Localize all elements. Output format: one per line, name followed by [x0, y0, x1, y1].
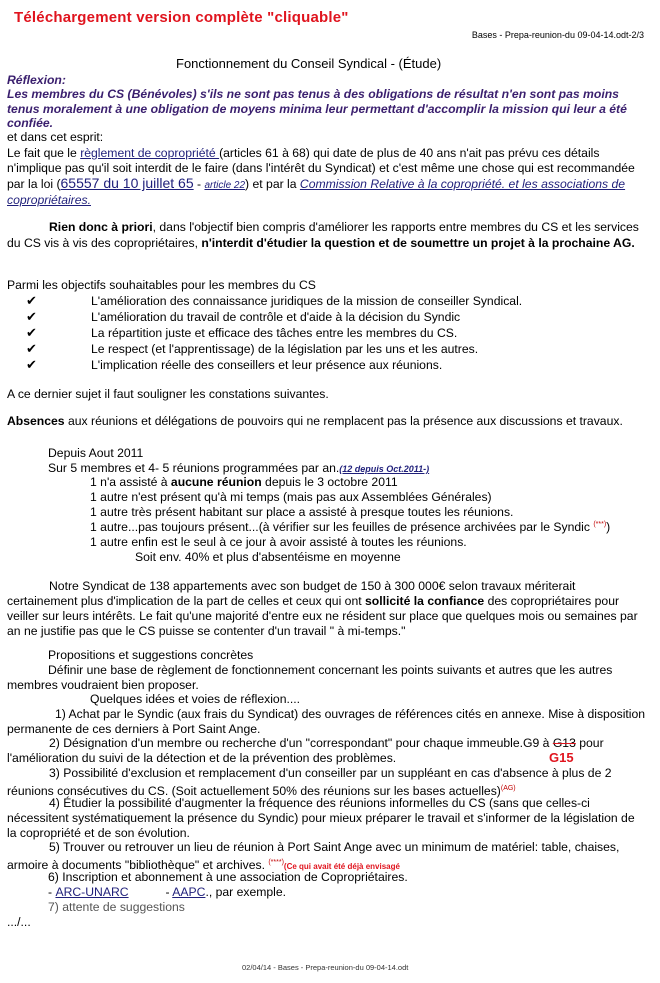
- footnote-marker: (***): [593, 520, 607, 528]
- absence-line-4: [90, 520, 610, 534]
- proposition-text: pour l'amélioration du suivi de la détection et de la prévention des problèmes.: [7, 736, 604, 765]
- law-sep: -: [193, 177, 205, 191]
- objectif-item: La répartition juste et efficace des tâches entre les membres du CS.: [91, 326, 458, 340]
- absence-text: depuis le 3 octobre 2011: [261, 475, 398, 489]
- aapc-link[interactable]: AAPC: [172, 885, 206, 899]
- arc-unarc-link[interactable]: ARC-UNARC: [55, 885, 129, 899]
- sur5-line: [48, 461, 429, 475]
- objectif-item: L'implication réelle des conseillers et leur présence aux réunions.: [91, 358, 443, 372]
- commission-link[interactable]: Commission Relative à la copropriété. et les associations de copropriétaires.: [7, 177, 626, 207]
- intro-paragraph: [7, 146, 647, 208]
- sur5-text: Sur 5 membres et 4- 5 réunions programmées par an.: [48, 461, 340, 475]
- idees-line: Quelques idées et voies de réflexion....: [90, 692, 301, 706]
- absence-text: ): [606, 520, 611, 534]
- absence-line-1: [90, 475, 398, 489]
- association-links: [48, 885, 286, 899]
- absence-text: 1 autre...pas toujours présent...(à vérifier sur les feuilles de présence archivées par le Syndic: [90, 520, 594, 534]
- rien-bold-end: n'interdit d'étudier la question et de soumettre un projet à la prochaine AG.: [201, 236, 635, 250]
- article-link[interactable]: article 22: [204, 180, 246, 191]
- continuation-mark: .../...: [7, 915, 31, 929]
- proposition-text: 5) Trouver ou retrouver un lieu de réunion à Port Saint Ange avec un minimum de matériel: table, chaises, armoire à documents "bibliothèque" et archives.: [7, 840, 620, 873]
- reglement-link[interactable]: règlement de copropriété: [80, 146, 220, 160]
- header-filename: Bases - Prepa-reunion-du 09-04-14.odt-2/3: [471, 30, 644, 40]
- checkmark-icon: ✔: [26, 293, 37, 308]
- propositions-intro: Définir une base de règlement de fonctionnement concernant les points suivants et autres que les autres membres voudraient bien proposer.: [7, 663, 613, 692]
- propositions-heading: Propositions et suggestions concrètes: [48, 648, 254, 662]
- intro-text-a: Le fait que le: [7, 146, 81, 160]
- absence-line-3: 1 autre très présent habitant sur place a assisté à presque toutes les réunions.: [90, 505, 514, 519]
- syndicat-bold: sollicité la confiance: [365, 594, 485, 608]
- dash: -: [165, 885, 173, 899]
- proposition-7: 7) attente de suggestions: [48, 900, 185, 914]
- footnote-marker: (AG): [500, 785, 516, 792]
- reflexion-text: Les membres du CS (Bénévoles) s'ils ne sont pas tenus à des obligations de résultat n'en sont pas moins tenus moralement à une obligation de moyens minima leur permettant d'accomplir la mission qui leur a été confiée.: [7, 87, 627, 130]
- handwritten-correction: G15: [549, 750, 574, 765]
- checkmark-icon: ✔: [26, 357, 37, 372]
- download-banner-link[interactable]: Téléchargement version complète "cliquable": [14, 9, 349, 26]
- proposition-3: [7, 766, 647, 799]
- proposition-text: 2) Désignation d'un membre ou recherche d'un "correspondant" pour chaque immeuble.G9 à: [49, 736, 553, 750]
- objectif-item: Le respect (et l'apprentissage) de la législation par les uns et les autres.: [91, 342, 479, 356]
- page-title: Fonctionnement du Conseil Syndical - (Étude): [176, 56, 442, 71]
- intro-line: et dans cet esprit:: [7, 130, 104, 144]
- absences-paragraph: [7, 414, 647, 429]
- constat-line: A ce dernier sujet il faut souligner les constations suivantes.: [7, 387, 329, 401]
- checkmark-icon: ✔: [26, 309, 37, 324]
- rien-middle: , dans l'objectif bien compris d'améliorer les rapports entre membres du CS et les services du CS vis à vis des copropriétaires,: [7, 220, 639, 250]
- syndicat-text: Notre Syndicat de 138 appartements avec son budget de 150 à 300 000€ selon travaux mériterait certainement plus d'implication de la part de celles et ceux qui ont: [7, 579, 576, 608]
- proposition-6: 6) Inscription et abonnement à une association de Copropriétaires.: [48, 870, 408, 884]
- absence-line-5: 1 autre enfin est le seul à ce jour à avoir assisté à toutes les réunions.: [90, 535, 467, 549]
- note-text: (Ce qui avait été déjà envisagé: [283, 862, 400, 872]
- objectif-item: L'amélioration du travail de contrôle et d'aide à la décision du Syndic: [91, 310, 461, 324]
- proposition-text: 3) Possibilité d'exclusion et remplacement d'un conseiller par un suppléant en cas d'absence à plus de 2 réunions consécutives du CS. (Soit actuellement 50% des réunions sur les bases actuelles): [7, 766, 612, 799]
- syndicat-paragraph: [7, 579, 647, 639]
- absences-text: aux réunions et délégations de pouvoirs qui ne remplacent pas la présence aux discussions et travaux.: [64, 414, 623, 428]
- absence-text: 1 n'a assisté à: [90, 475, 171, 489]
- sur5-note: (12 depuis Oct.2011-): [339, 464, 430, 474]
- rien-paragraph: [7, 219, 647, 251]
- struck-text: G13: [552, 736, 576, 750]
- proposition-4: 4) Étudier la possibilité d'augmenter la fréquence des réunions informelles du CS (sans que celles-ci nécessitent systématiquement la présence du Syndic) pour mieux préparer le travail et s'informer de la législation de la copropriété et de son évolution.: [7, 796, 635, 840]
- checkmark-icon: ✔: [26, 325, 37, 340]
- objectifs-heading: Parmi les objectifs souhaitables pour les membres du CS: [7, 278, 316, 292]
- absence-bold: aucune réunion: [170, 475, 262, 489]
- absenteisme-total: Soit env. 40% et plus d'absentéisme en moyenne: [135, 550, 401, 564]
- law-link[interactable]: 65557 du 10 juillet 65: [60, 175, 194, 191]
- absences-bold: Absences: [7, 414, 65, 428]
- intro-text-b: (articles 61 à 68) qui date de plus de 40 ans n'ait pas prévu ces détails n'implique pas qu'il soit interdit de le faire (dans l'intérêt du Syndicat) et c'est même une chose qui est recommandée par la loi (: [7, 146, 635, 191]
- page-footer: 02/04/14 - Bases - Prepa-reunion-du 09-04-14.odt: [242, 963, 409, 972]
- objectif-item: L'amélioration des connaissance juridiques de la mission de conseiller Syndical.: [91, 294, 523, 308]
- link-suffix: ., par exemple.: [205, 885, 287, 899]
- depuis-line: Depuis Aout 2011: [48, 446, 144, 460]
- proposition-1: 1) Achat par le Syndic (aux frais du Syndicat) des ouvrages de références cités en annexe. Mise à disposition permanente de ces derniers à Port Saint Ange.: [7, 707, 646, 736]
- intro-text-c: ) et par la: [245, 177, 300, 191]
- proposition-5: [7, 840, 647, 874]
- reflexion-heading: Réflexion:: [7, 73, 66, 87]
- syndicat-text: des copropriétaires pour veiller sur leurs intérêts. Le fait qu'une majorité d'entre eux ne résident sur place que quelques mois ou semaines par an ne justifie pas que le CS puisse se contenter d'un travail " à mi-temps.": [7, 594, 638, 638]
- dash: -: [48, 885, 56, 899]
- absence-line-2: 1 autre n'est présent qu'à mi temps (mais pas aux Assemblées Générales): [90, 490, 492, 504]
- rien-bold-start: Rien donc à priori: [49, 220, 153, 234]
- footnote-marker: (****): [268, 859, 284, 866]
- checkmark-icon: ✔: [26, 341, 37, 356]
